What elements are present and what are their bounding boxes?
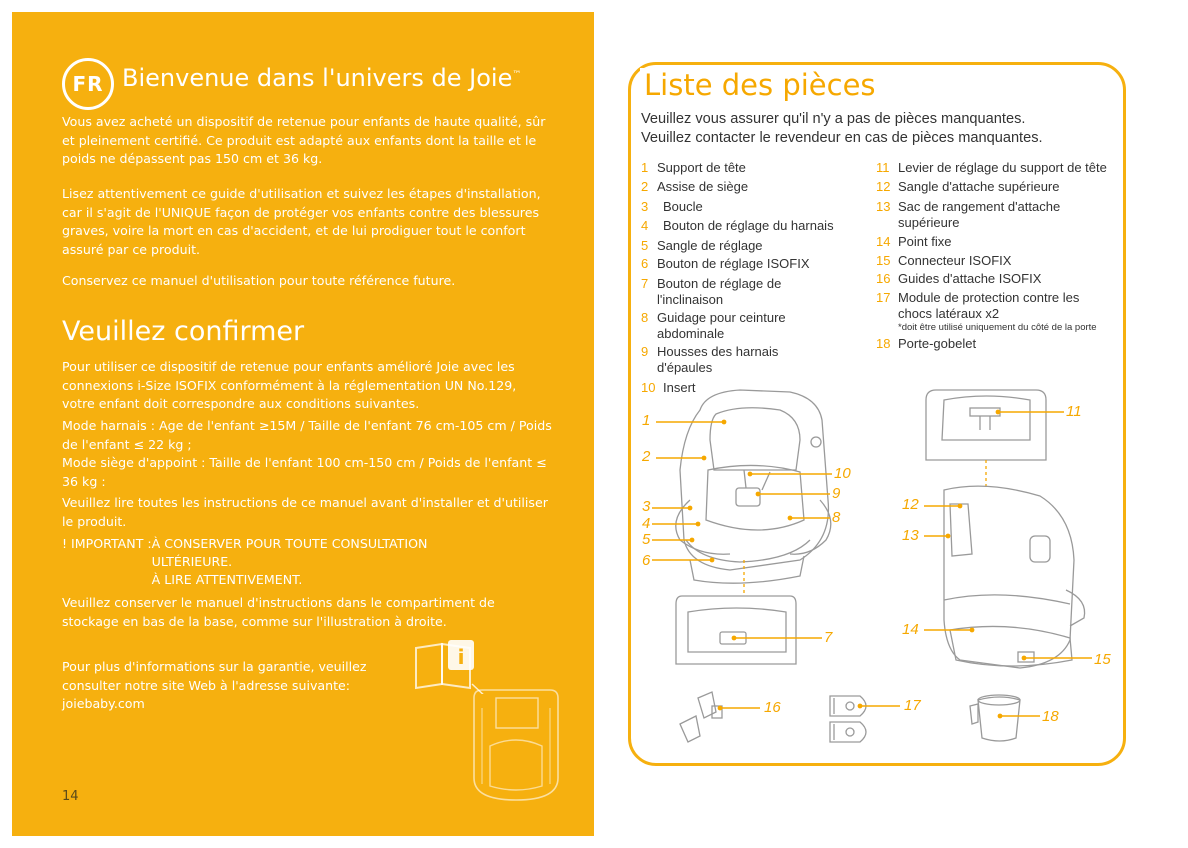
callout-6: 6	[642, 552, 651, 569]
part-item: 5 Sangle de réglage	[641, 238, 763, 253]
callout-2: 2	[642, 448, 651, 465]
language-badge: FR	[62, 58, 114, 110]
callout-4: 4	[642, 515, 651, 532]
callout-12: 12	[902, 496, 919, 513]
read-instructions-paragraph: Veuillez lire toutes les instructions de ce manuel avant d'installer et d'utiliser le produit.	[62, 495, 548, 529]
callout-9: 9	[832, 485, 841, 502]
callout-15: 15	[1094, 651, 1111, 668]
important-label: ! IMPORTANT :	[62, 536, 152, 551]
important-line-2: ULTÉRIEURE.	[151, 554, 233, 569]
callout-11: 11	[1066, 403, 1082, 420]
callout-16: 16	[764, 699, 781, 716]
page-number: 14	[62, 789, 79, 804]
part-item: 7 Bouton de réglage de l'inclinaison	[641, 276, 782, 307]
part-item: 12 Sangle d'attache supérieure	[876, 179, 1060, 194]
part-item: 17 Module de protection contre les chocs latéraux x2 *doit être utilisé uniquement du côté de la porte	[876, 290, 1116, 333]
part-item: 2 Assise de siège	[641, 179, 749, 194]
callout-17: 17	[904, 697, 921, 714]
callout-1: 1	[642, 412, 651, 429]
intro-paragraph-1: Vous avez acheté un dispositif de retenue pour enfants de haute qualité, sûr et pleinement certifié. Ce produit est adapté aux enfants dont la taille et le poids ne dépassent pas 150 cm et 36 kg.	[62, 114, 546, 166]
part-item: 10 Insert	[641, 380, 696, 395]
part-item: 13 Sac de rangement d'attache supérieure	[876, 199, 1061, 230]
welcome-title: Bienvenue dans l'univers de Joie™	[122, 64, 522, 92]
subtitle-line-2: Veuillez contacter le revendeur en cas de pièces manquantes.	[641, 129, 1043, 146]
intro-paragraph-2: Lisez attentivement ce guide d'utilisation et suivez les étapes d'installation, car il s'agit de l'UNIQUE façon de protéger vos enfants contre des blessures graves, voire la mort en cas d'accident, et de lui prodiguer tout le confort assuré par ce produit.	[62, 186, 541, 257]
harness-mode-requirements: Mode harnais : Age de l'enfant ≥15M / Taille de l'enfant 76 cm-105 cm / Poids de l'enfant ≤ 22 kg ;	[62, 418, 552, 452]
callout-5: 5	[642, 531, 651, 548]
callout-18: 18	[1042, 708, 1059, 725]
side-impact-module-drawing	[830, 696, 866, 742]
car-seat-front-drawing	[676, 390, 831, 583]
callout-13: 13	[902, 527, 919, 544]
part-item: 1 Support de tête	[641, 160, 746, 175]
part-item: 8 Guidage pour ceinture abdominale	[641, 310, 786, 341]
car-seat-back-drawing	[944, 486, 1085, 668]
callout-7: 7	[824, 629, 833, 646]
base-closeup-drawing	[676, 560, 796, 664]
part-item: 14 Point fixe	[876, 234, 952, 249]
warranty-paragraph: Pour plus d'informations sur la garantie, veuillez consulter notre site Web à l'adresse suivante: joiebaby.com	[62, 659, 367, 711]
confirm-paragraph: Pour utiliser ce dispositif de retenue pour enfants amélioré Joie avec les connexions i-Size ISOFIX conformément à la réglementation UN No.129, votre enfant doit correspondre aux conditions suivantes.	[62, 359, 517, 411]
callout-3: 3	[642, 498, 651, 515]
cup-holder-drawing	[970, 695, 1020, 741]
part-item: 9 Housses des harnais d'épaules	[641, 344, 779, 375]
part-item: 11 Levier de réglage du support de tête	[876, 160, 1107, 175]
important-line-3: À LIRE ATTENTIVEMENT.	[151, 572, 303, 587]
important-line-1: À CONSERVER POUR TOUTE CONSULTATION	[151, 536, 428, 551]
manual-storage-paragraph: Veuillez conserver le manuel d'instructions dans le compartiment de stockage en bas de la base, comme sur l'illustration à droite.	[62, 595, 495, 629]
part-item: 6 Bouton de réglage ISOFIX	[641, 256, 810, 271]
part-item: 15 Connecteur ISOFIX	[876, 253, 1012, 268]
subtitle-line-1: Veuillez vous assurer qu'il n'y a pas de pièces manquantes.	[641, 111, 1026, 127]
callout-10: 10	[834, 465, 851, 482]
isofix-guides-drawing	[680, 692, 722, 742]
parts-list-title: Liste des pièces	[640, 68, 880, 102]
headrest-lever-drawing	[926, 390, 1046, 488]
part-item: 18 Porte-gobelet	[876, 336, 977, 351]
callout-14: 14	[902, 621, 919, 638]
booster-mode-requirements: Mode siège d'appoint : Taille de l'enfant 100 cm-150 cm / Poids de l'enfant ≤ 36 kg :	[62, 455, 547, 489]
intro-paragraph-3: Conservez ce manuel d'utilisation pour toute référence future.	[62, 273, 456, 288]
manual-icon-letter: i	[457, 645, 465, 669]
part-17-note: *doit être utilisé uniquement du côté de la porte	[898, 322, 1097, 333]
callout-8: 8	[832, 509, 841, 526]
part-item: 16 Guides d'attache ISOFIX	[876, 271, 1042, 286]
part-item: 4 Bouton de réglage du harnais	[641, 218, 834, 233]
part-item: 3 Boucle	[641, 199, 703, 214]
confirm-title: Veuillez confirmer	[62, 316, 305, 347]
